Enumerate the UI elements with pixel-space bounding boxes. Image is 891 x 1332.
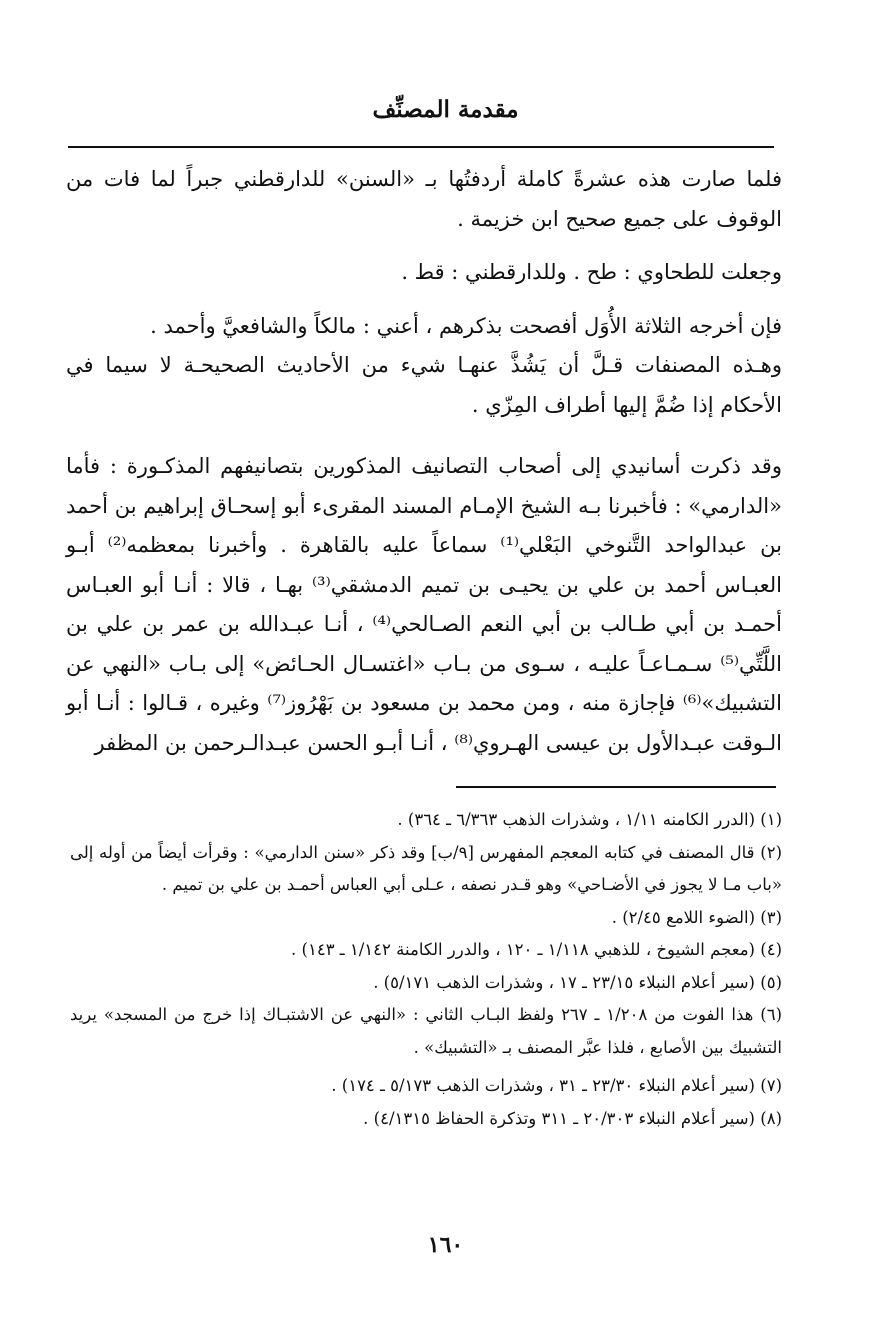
footnote-rule xyxy=(456,786,776,788)
footnote-8: (٨) (سير أعلام النبلاء ٢٠/٣٠٣ ـ ٣١١ وتذكرة الحفاظ ٤/١٣١٥) . xyxy=(363,1108,782,1128)
main-text xyxy=(66,160,782,763)
header-rule xyxy=(68,146,774,148)
footnote-3: (٣) (الضوء اللامع ٢/٤٥) . xyxy=(611,907,782,927)
footnote-5: (٥) (سير أعلام النبلاء ٢٣/١٥ ـ ١٧ ، وشذرات الذهب ٥/١٧١) . xyxy=(373,972,782,992)
footnote-4: (٤) (معجم الشيوخ ، للذهبي ١/١١٨ ـ ١٢٠ ، والدرر الكامنة ١/١٤٢ ـ ١٤٣) . xyxy=(291,940,782,959)
running-header-title: مقدمة المصنِّف xyxy=(372,96,519,123)
body-paragraph-5: وقد ذكرت أسانيدي إلى أصحاب التصانيف المذكورين بتصانيفهم المذكـورة : فأما «الدارمي» : فأخبرنا بـه الشيخ الإمـام المسند المقرىء أبو إسحـاق إبراهيم بن أحمد بن عبدالواحد التَّنوخي البَعْلي⁽¹⁾ سماعاً عليه بالقاهرة . وأخبرنا بمعظمه⁽²⁾ أبـو العبـاس أحمد بن علي بن يحيـى بن تميم الدمشقي⁽³⁾ بهـا ، قالا : أنـا أبو العبـاس أحمـد بن أبي طـالب بن أبي النعم الصـالحي⁽⁴⁾ ، أنـا عبـدالله بن عمر بن علي بن اللَّتِّي⁽⁵⁾ سـمـاعـاً عليـه ، سـوى من بـاب «اغتسـال الحـائض» إلى بـاب «النهي عن التشبيك»⁽⁶⁾ فإجازة منه ، ومن محمد بن مسعود بن بَهْرُوز⁽⁷⁾ وغيره ، قـالوا : أنـا أبو الـوقت عبـدالأول بن عيسى الهـروي⁽⁸⁾ ، أنـا أبـو الحسن عبـدالـرحمن بن المظفر xyxy=(66,454,782,755)
body-paragraph-1: فلما صارت هذه عشرةً كاملة أردفتُها بـ «السنن» للدارقطني جبراً لما فات من الوقوف على جميع صحيح ابن خزيمة . xyxy=(66,167,782,231)
body-paragraph-4: وهـذه المصنفات قـلَّ أن يَشُذَّ عنهـا شيء من الأحاديث الصحيحـة لا سيما في الأحكام إذا ضُمَّ إليها أطراف المِزّي . xyxy=(66,353,782,417)
footnote-1: (١) (الدرر الكامنه ١/١١ ، وشذرات الذهب ٦/٣٦٣ ـ ٣٦٤) . xyxy=(397,810,782,829)
page-number: ١٦٠ xyxy=(427,1232,464,1258)
footnote-6: (٦) هذا الفوت من ١/٢٠٨ ـ ٢٦٧ ولفظ البـاب الثاني : «النهي عن الاشتبـاك إذا خرج من المسجد» يريد التشبيك بين الأصابع ، فلذا عبَّر المصنف بـ «التشبيك» . xyxy=(70,1005,783,1057)
body-paragraph-2: وجعلت للطحاوي : طح . وللدارقطني : قط . xyxy=(401,260,782,284)
footnotes xyxy=(70,804,782,1135)
footnote-7: (٧) (سير أعلام النبلاء ٢٣/٣٠ ـ ٣١ ، وشذرات الذهب ٥/١٧٣ ـ ١٧٤) . xyxy=(331,1076,782,1095)
footnote-2: (٢) قال المصنف في كتابه المعجم المفهرس [٩/ب] وقد ذكر «سنن الدارمي» : وقرأت أيضاً من أوله إلى «باب مـا لا يجوز في الأضـاحي» وهو قـدر نصفه ، عـلى أبي العباس أحمـد بن علي بن تميم . xyxy=(70,842,783,894)
body-paragraph-3: فإن أخرجه الثلاثة الأُوَل أفصحت بذكرهم ، أعني : مالكاً والشافعيَّ وأحمد . xyxy=(150,313,782,338)
